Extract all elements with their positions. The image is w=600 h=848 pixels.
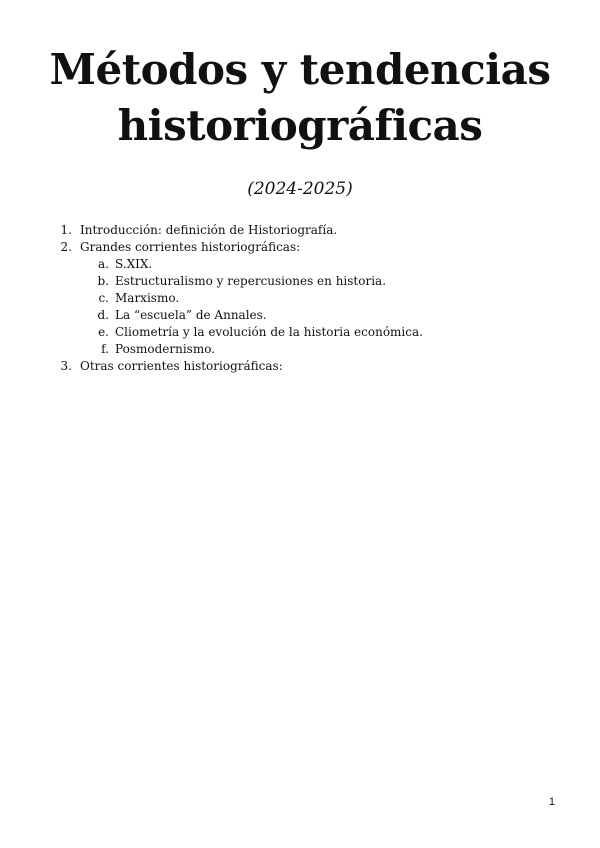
toc-subitem-d-marker: d. bbox=[97, 308, 109, 322]
toc-item-3-text: Otras corrientes historiográficas: bbox=[80, 359, 283, 373]
toc-subitem-a-marker: a. bbox=[98, 257, 109, 271]
toc-subitem-b-marker: b. bbox=[97, 274, 109, 288]
document-title-line-2: historiográficas bbox=[117, 101, 483, 150]
document-title bbox=[0, 42, 600, 154]
document-title-line-1: Métodos y tendencias bbox=[49, 45, 551, 94]
toc-subitem-f-marker: f. bbox=[101, 342, 109, 356]
toc-item-3 bbox=[0, 358, 600, 375]
toc-item-2 bbox=[0, 239, 600, 256]
toc-subitem-e-text: Cliometría y la evolución de la historia económica. bbox=[115, 325, 423, 339]
page-number: 1 bbox=[548, 796, 555, 808]
toc-subitem-b bbox=[0, 273, 600, 290]
document-subtitle: (2024-2025) bbox=[247, 179, 353, 199]
toc-item-1-text: Introducción: definición de Historiografía. bbox=[80, 223, 338, 237]
toc-subitem-e-marker: e. bbox=[98, 325, 109, 339]
table-of-contents bbox=[0, 222, 600, 375]
toc-subitem-c bbox=[0, 290, 600, 307]
toc-subitem-c-text: Marxismo. bbox=[115, 291, 180, 305]
toc-item-1 bbox=[0, 222, 600, 239]
toc-subitem-a bbox=[0, 256, 600, 273]
toc-subitem-d bbox=[0, 307, 600, 324]
toc-subitem-f-text: Posmodernismo. bbox=[115, 342, 216, 356]
toc-subitem-b-text: Estructuralismo y repercusiones en historia. bbox=[115, 274, 387, 288]
toc-item-2-text: Grandes corrientes historiográficas: bbox=[80, 240, 301, 254]
toc-item-2-marker: 2. bbox=[60, 240, 72, 254]
toc-subitem-e bbox=[0, 324, 600, 341]
toc-item-3-marker: 3. bbox=[60, 359, 72, 373]
toc-subitem-a-text: S.XIX. bbox=[115, 257, 153, 271]
toc-subitem-c-marker: c. bbox=[98, 291, 109, 305]
toc-subitem-f bbox=[0, 341, 600, 358]
toc-subitem-d-text: La “escuela” de Annales. bbox=[115, 308, 267, 322]
toc-item-1-marker: 1. bbox=[60, 223, 72, 237]
